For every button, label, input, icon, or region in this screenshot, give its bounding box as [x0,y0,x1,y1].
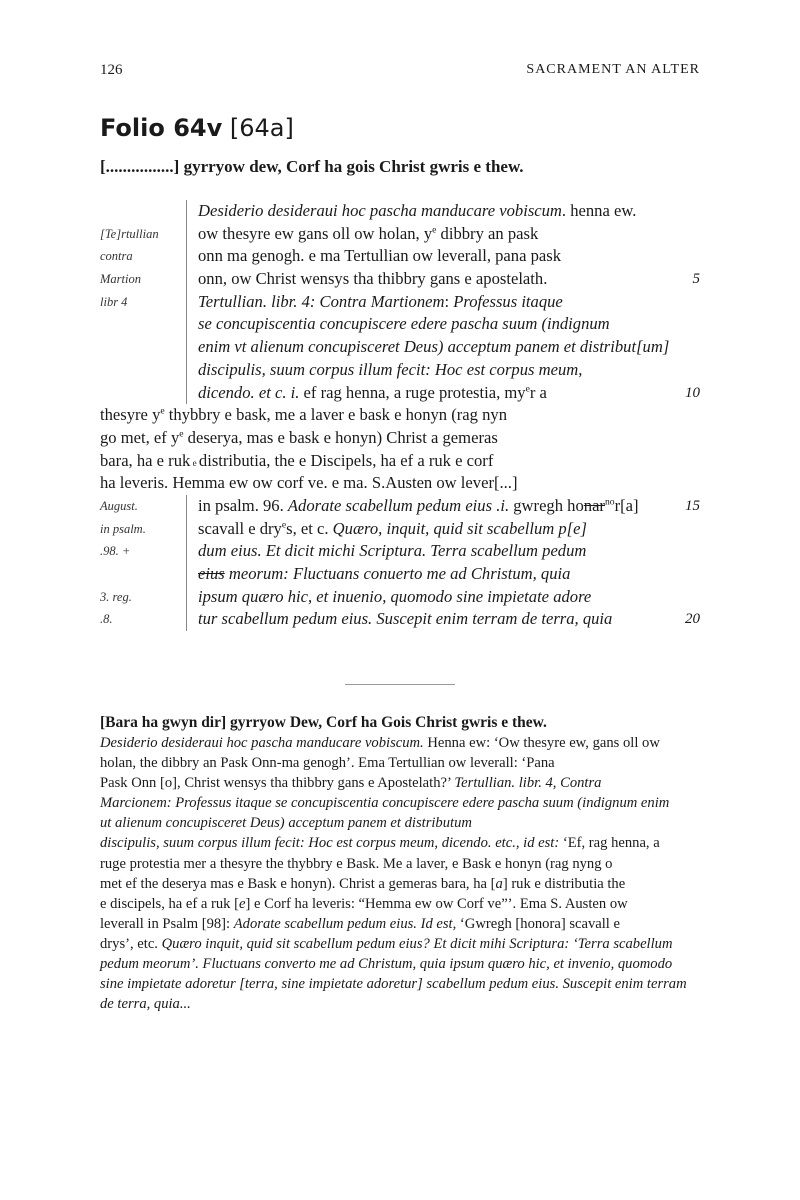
line-text [198,336,669,359]
text-run: drys’, etc. [100,935,162,952]
text-run: e [281,519,287,531]
text-run: Adorate scabellum pedum eius. Id est, [233,915,457,932]
margin-note: 3. reg. [100,589,132,604]
transcription-line [100,586,700,609]
text-run: bara, ha e ruk [100,450,191,470]
text-run: meorum: Fluctuans conuerto me ad Christum, quia [224,564,571,583]
transcription-line [100,291,700,314]
text-run: Quæro inquit, quid sit scabellum pedum eius? Et dicit mihi Scriptura: ‘Terra scabellum [161,935,673,952]
text-run: e [525,382,530,394]
margin-note: libr 4 [100,294,128,309]
translation-line [100,753,700,773]
margin-note: .98. + [100,544,131,559]
margin-note: contra [100,249,133,264]
transcription-line [100,495,700,518]
text-run: e [432,224,437,236]
translation-line [100,793,700,813]
text-run: e [179,428,184,440]
edition-title: [................] gyrryow dew, Corf ha gois Christ gwris e thew. [100,157,524,176]
text-run: Marcionem: Professus itaque se concupiscentia concupiscere edere pascha suum (indignum enim [100,795,670,812]
transcription-line [100,200,700,223]
text-run: ha leveris. Hemma ew ow corf ve. e ma. S.Austen ow lever[...] [100,473,518,493]
text-run: . henna ew. [561,201,637,220]
line-text [198,540,586,563]
text-run: onn ma genogh. e ma Tertullian ow leverall, pana pask [198,246,562,266]
translation-line [100,874,700,894]
line-text [198,313,610,336]
text-run: holan, the dibbry an Pask Onn-ma genogh’. Ema Tertullian ow leverall: ‘Pana [100,755,555,772]
transcription-line [100,404,700,427]
text-run: dum eius. Et dicit michi Scriptura. Terra scabellum pedum [198,541,587,561]
text-run: ipsum quæro hic, et inuenio, quomodo sine impietate adore [198,586,592,606]
transcription-line [100,245,700,268]
translation-title: [Bara ha gwyn dir] gyrryow Dew, Corf ha Gois Christ gwris e thew. [100,714,547,731]
text-run: s, et c. [286,518,333,538]
text-run: discipulis, suum corpus illum fecit: Hoc est corpus meum, [198,359,583,379]
page-number: 126 [100,62,123,78]
transcription-line [100,268,700,291]
line-number: 10 [685,384,700,401]
line-text [100,472,517,495]
line-text [198,223,538,246]
line-text [198,200,636,223]
translation-line [100,813,700,833]
text-run: Henna ew: ‘Ow thesyre ew, gans oll ow [423,735,660,751]
line-text [198,495,639,518]
text-run: Adorate scabellum pedum eius .i. [287,495,510,515]
text-run: ut alienum concupisceret Deus) acceptum panem et distributum [100,815,472,832]
text-run: e [239,895,246,912]
text-run: ‘Gwregh [honora] scavall e [456,915,620,932]
text-run: eius [198,564,225,583]
margin-note: [Te]rtullian [100,226,159,241]
line-text [198,359,582,382]
line-text [198,382,547,405]
text-run: dicendo. et c. i. [198,382,300,402]
text-run: r[a] [614,495,639,515]
line-number: 15 [685,497,700,514]
text-run: e [190,457,199,468]
transcription-line [100,608,700,631]
translation-line [100,974,700,994]
text-run: Professus itaque [453,291,563,311]
margin-note: in psalm. [100,521,146,536]
line-text [198,245,561,268]
text-run: thybbry e bask, me a laver e bask e honyn (rag nyn [164,405,508,425]
translation-line [100,894,700,914]
translation-line [100,954,700,974]
text-run: Tertullian. libr. 4, Contra [454,775,602,792]
translation-line [100,733,700,753]
text-run: a [495,875,503,892]
transcription-line [100,450,700,473]
text-run: ow thesyre ew gans oll ow holan, y [198,223,433,243]
text-run: ef rag henna, a ruge protestia, my [299,382,526,402]
text-run: Pask Onn [o], Christ wensys tha thibbry gans e Apostelath?’ [100,775,455,792]
transcription-line [100,313,700,336]
line-text [198,586,591,609]
text-run: met ef the deserya mas e Bask e honyn). Christ a gemeras bara, ha [ [100,875,496,892]
text-run: ] e Corf ha leveris: “Hemma ew ow Corf ve”’. Ema S. Austen ow [245,895,628,912]
text-run: e [160,405,165,417]
translation-block [100,712,700,1014]
text-run: no [604,496,615,508]
line-text [100,450,493,475]
transcription-line [100,518,700,541]
transcription-line [100,382,700,405]
transcription-line [100,336,700,359]
transcription-line [100,223,700,246]
transcription-line [100,472,700,495]
text-run: ruge protestia mer a thesyre the thybbry e Bask. Me a laver, e Bask e honyn (rag nyng o [100,855,613,872]
text-run: pedum meorum’. Fluctuans converto me ad Christum, quia ipsum quæro hic, et invenio, quomodo [100,956,673,973]
text-run: sine impietate adoretur [terra, sine impietate adoretur] scabellum pedum eius. Suscepit enim terram [100,976,687,993]
section-divider [345,684,455,685]
transcription-line [100,359,700,382]
text-run: deserya, mas e bask e honyn) Christ a gemeras [183,427,498,447]
text-run: r a [529,382,547,402]
running-title: SACRAMENT AN ALTER [526,62,700,77]
translation-line [100,773,700,793]
text-run: distributia, the e Discipels, ha ef a ruk e corf [198,450,494,470]
translation-line [100,833,700,853]
text-run: discipulis, suum corpus illum fecit: Hoc est corpus meum, dicendo. etc., id est: [100,835,560,852]
translation-line [100,854,700,874]
margin-note: Martion [100,272,141,287]
transcription-line [100,563,700,586]
line-text [198,268,547,291]
translation-paragraph [100,733,700,1014]
text-run: in psalm. 96. [198,495,288,515]
folio-label: Folio 64v [100,114,223,142]
line-text [100,404,507,427]
text-run: go met, ef y [100,427,180,447]
line-text [198,291,563,314]
text-run: e discipels, ha ef a ruk [ [100,895,239,912]
text-run: ‘Ef, rag henna, a [559,835,660,852]
running-head [100,62,700,84]
text-run: ] ruk e distributia the [502,875,626,892]
text-run: Tertullian. libr. 4: Contra Martionem [198,291,445,311]
text-run: onn, ow Christ wensys tha thibbry gans e apostelath. [198,269,548,289]
line-text [100,427,498,450]
transcription-line [100,427,700,450]
line-number: 20 [685,611,700,628]
line-text [198,518,587,541]
margin-note: August. [100,498,138,513]
folio-heading [100,114,294,142]
text-run: thesyre y [100,405,161,425]
text-run: gwregh ho [509,495,584,515]
line-text [198,608,612,631]
margin-note: .8. [100,612,113,627]
text-run: scavall e dry [198,518,282,538]
text-run: de terra, quia... [100,996,191,1013]
text-run: Desiderio desideraui hoc pascha manducare vobiscum. [100,735,424,751]
translation-line [100,994,700,1014]
text-run: : [444,291,454,311]
text-run: dibbry an pask [436,223,539,243]
text-run: leverall in Psalm [98]: [100,915,234,932]
line-number: 5 [692,271,700,288]
transcription-line [100,540,700,563]
text-run: Quæro, inquit, quid sit scabellum p[e] [332,518,587,538]
translation-line [100,914,700,934]
text-run: Desiderio desideraui hoc pascha manducare vobiscum [198,201,562,220]
text-run: se concupiscentia concupiscere edere pascha suum (indignum [198,314,610,334]
folio-bracket: [64a] [229,114,294,142]
text-run: nar [583,495,605,515]
text-run: tur scabellum pedum eius. Suscepit enim terram de terra, quia [198,609,613,629]
text-run: enim vt alienum concupisceret Deus) acceptum panem et distribut[um] [198,337,670,357]
translation-line [100,934,700,954]
transcription-block [100,200,700,631]
line-text [198,563,570,586]
